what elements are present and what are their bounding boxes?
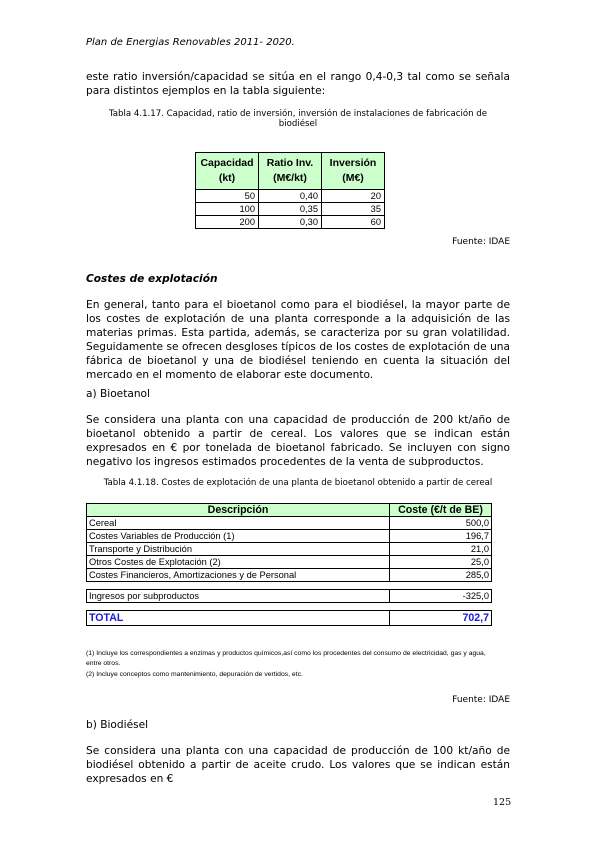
- total-value: 702,7: [390, 611, 492, 626]
- cell-description: Transporte y Distribución: [87, 543, 390, 556]
- col-capacidad-header: Capacidad (kt): [196, 153, 259, 190]
- table1-source: Fuente: IDAE: [452, 237, 510, 247]
- cell-cost: 25,0: [390, 556, 492, 569]
- bioetanol-cost-table: [86, 503, 492, 626]
- total-row: [87, 611, 492, 626]
- cell-capacidad: 200: [196, 216, 259, 229]
- note-2: (2) Incluye conceptos como mantenimiento, depuración de vertidos, etc.: [86, 671, 303, 678]
- biodiesel-paragraph: Se considera una planta con una capacidad de producción de 100 kt/año de biodiésel obtenido a partir de aceite crudo. Los valores que se indican están expresados en €: [86, 745, 510, 785]
- cell-capacidad: 100: [196, 203, 259, 216]
- table-row: [87, 543, 492, 556]
- table-row: [87, 569, 492, 582]
- cell-inversion: 60: [322, 216, 385, 229]
- page-number: 125: [493, 797, 512, 808]
- cell-cost: 21,0: [390, 543, 492, 556]
- table2-notes: [86, 649, 496, 680]
- cell-cost: -325,0: [390, 590, 492, 603]
- cell-description: Cereal: [87, 517, 390, 530]
- cell-ratio: 0,35: [259, 203, 322, 216]
- table-row: [196, 190, 385, 203]
- col-inversion-header: Inversión (M€): [322, 153, 385, 190]
- table2-source: Fuente: IDAE: [452, 695, 510, 705]
- row-spacer: [87, 603, 492, 611]
- table-row: [87, 517, 492, 530]
- table-row: [196, 216, 385, 229]
- table-row: [87, 556, 492, 569]
- cell-description: Costes Variables de Producción (1): [87, 530, 390, 543]
- row-spacer: [87, 582, 492, 590]
- cell-description: Ingresos por subproductos: [87, 590, 390, 603]
- cell-inversion: 35: [322, 203, 385, 216]
- investment-table: [195, 152, 385, 229]
- cell-ratio: 0,40: [259, 190, 322, 203]
- costs-paragraph: En general, tanto para el bioetanol como para el biodiésel, la mayor parte de los costes de explotación de una planta corresponde a la adquisición de las materias primas. Esta partida, además, se caracteriza por su gran volatilidad. Seguidamente se ofrecen desgloses típicos de los costes de explotación de una fábrica de bioetanol y una de biodiésel teniendo en cuenta la situación del mercado en el momento de elaborar este documento.: [86, 299, 510, 381]
- cell-cost: 285,0: [390, 569, 492, 582]
- cell-cost: 500,0: [390, 517, 492, 530]
- col-ratio-header: Ratio Inv. (M€/kt): [259, 153, 322, 190]
- bioetanol-paragraph: Se considera una planta con una capacidad de producción de 200 kt/año de bioetanol obtenido a partir de cereal. Los valores que se indican están expresados en € por tonelada de bioetanol fabricado. Se incluyen con signo negativo los ingresos estimados procedentes de la venta de subproductos.: [86, 414, 510, 468]
- col-coste-header: Coste (€/t de BE): [390, 504, 492, 517]
- cell-inversion: 20: [322, 190, 385, 203]
- table-row: [196, 203, 385, 216]
- table-row: [87, 530, 492, 543]
- cell-cost: 196,7: [390, 530, 492, 543]
- bioetanol-heading: a) Bioetanol: [86, 388, 150, 400]
- cell-capacidad: 50: [196, 190, 259, 203]
- biodiesel-heading: b) Biodiésel: [86, 719, 149, 731]
- section-title: Costes de explotación: [86, 273, 218, 285]
- intro-paragraph: este ratio inversión/capacidad se sitúa en el rango 0,4-0,3 tal como se señala para distintos ejemplos en la tabla siguiente:: [86, 71, 510, 97]
- cell-ratio: 0,30: [259, 216, 322, 229]
- note-1: (1) Incluye los correspondientes a enzimas y productos químicos,así como los procedentes del consumo de electricidad, gas y agua, entre otros.: [86, 650, 486, 667]
- total-label: TOTAL: [87, 611, 390, 626]
- table2-caption: Tabla 4.1.18. Costes de explotación de una planta de bioetanol obtenido a partir de cereal: [103, 478, 493, 488]
- document-header: Plan de Energias Renovables 2011- 2020.: [86, 37, 295, 48]
- col-descripcion-header: Descripción: [87, 504, 390, 517]
- income-row: [87, 590, 492, 603]
- cell-description: Otros Costes de Explotación (2): [87, 556, 390, 569]
- cell-description: Costes Financieros, Amortizaciones y de Personal: [87, 569, 390, 582]
- table1-caption: Tabla 4.1.17. Capacidad, ratio de inversión, inversión de instalaciones de fabricación de biodiésel: [108, 109, 488, 129]
